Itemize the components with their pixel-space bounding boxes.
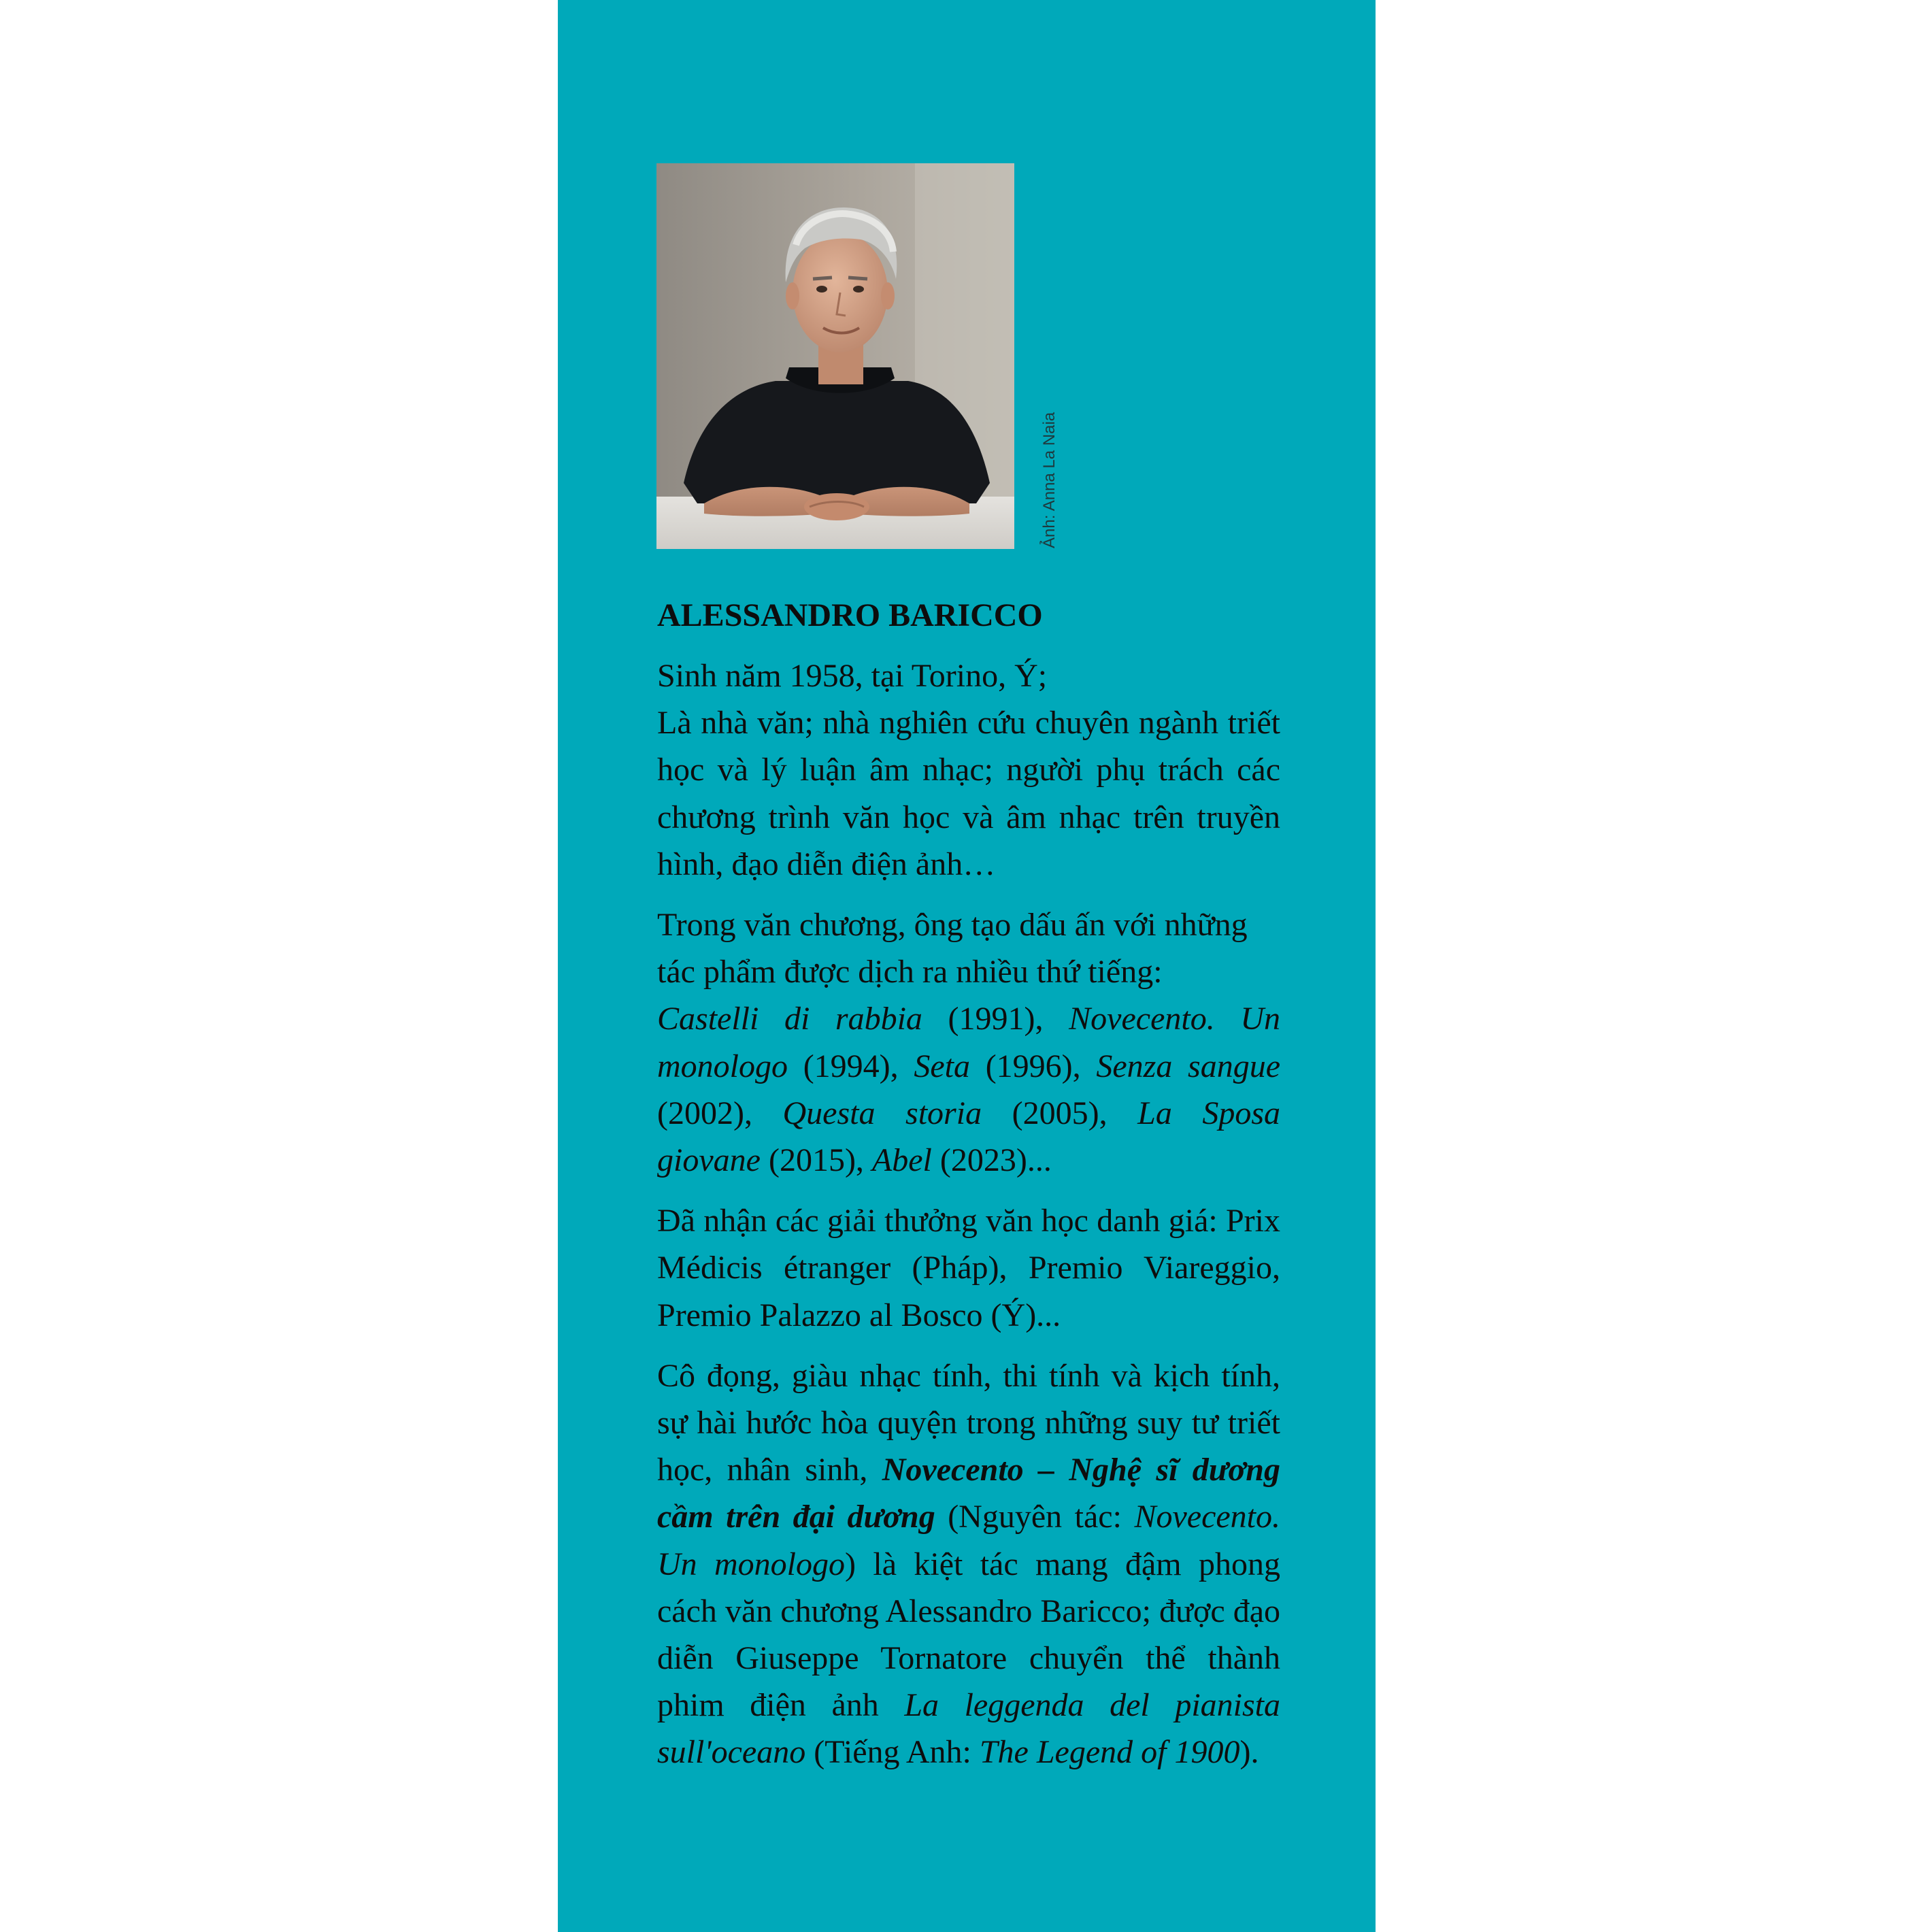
- work-year: (2015),: [760, 1142, 872, 1179]
- works-intro-line-2: tác phẩm được dịch ra nhiều thứ tiếng:: [657, 954, 1163, 990]
- author-portrait-image: [656, 163, 1014, 549]
- summary-text: ) là kiệt tác mang đậm phong cách văn chương Alessandro Baricco; được đạo diễn Giuseppe Tornatore chuyển thể thành phim điện ảnh: [657, 1546, 1281, 1724]
- bio-roles: Là nhà văn; nhà nghiên cứu chuyên ngành triết học và lý luận âm nhạc; người phụ trách các chương trình văn học và âm nhạc trên truyền hình, đạo diễn điện ảnh…: [657, 705, 1280, 882]
- work-year: (1996),: [970, 1048, 1097, 1084]
- work-title: Novecento. Un monologo: [657, 1001, 1281, 1084]
- work-title: Castelli di rabbia: [657, 1001, 922, 1037]
- work-year: (1994),: [788, 1048, 914, 1084]
- bio-basic: [657, 652, 1280, 888]
- works-list: [657, 995, 1280, 1184]
- author-bio: [657, 592, 1280, 1790]
- summary-text: (Nguyên tác:: [935, 1499, 1135, 1535]
- work-year: (2023)...: [931, 1142, 1052, 1179]
- author-photo: [656, 163, 1014, 549]
- photo-credit: Ảnh: Anna La Naia: [1040, 412, 1059, 548]
- work-year: (2005),: [982, 1095, 1138, 1131]
- summary-text: Cô đọng, giàu nhạc tính, thi tính và kịch tính, sự hài hước hòa quyện trong những suy tư triết học, nhân sinh,: [657, 1357, 1280, 1488]
- book-flap: [558, 0, 1376, 1932]
- work-year: (2002),: [657, 1095, 783, 1131]
- summary-text: (Tiếng Anh:: [805, 1734, 980, 1771]
- works-intro-line-1: Trong văn chương, ông tạo dấu ấn với những: [657, 907, 1248, 944]
- english-title: The Legend of 1900: [979, 1734, 1240, 1771]
- original-title: Novecento. Un monologo: [657, 1499, 1281, 1582]
- work-title: Seta: [914, 1048, 970, 1084]
- summary-text: ).: [1239, 1734, 1259, 1771]
- work-title: Senza sangue: [1096, 1048, 1281, 1084]
- bio-born: Sinh năm 1958, tại Torino, Ý;: [657, 658, 1048, 694]
- work-title: Questa storia: [782, 1095, 982, 1131]
- bio-works: [657, 901, 1280, 1184]
- work-year: (1991),: [922, 1001, 1069, 1037]
- bio-awards: Đã nhận các giải thưởng văn học danh giá: Prix Médicis étranger (Pháp), Premio Viareggio, Premio Palazzo al Bosco (Ý)...: [657, 1203, 1280, 1333]
- film-title: La leggenda del pianista sull'oceano: [657, 1687, 1280, 1771]
- work-title: Abel: [871, 1142, 932, 1179]
- bio-summary: [657, 1352, 1280, 1776]
- work-title: La Sposa giovane: [657, 1095, 1281, 1179]
- book-title: Novecento – Nghệ sĩ dương cầm trên đại dương: [657, 1452, 1281, 1535]
- author-name: ALESSANDRO BARICCO: [657, 597, 1043, 633]
